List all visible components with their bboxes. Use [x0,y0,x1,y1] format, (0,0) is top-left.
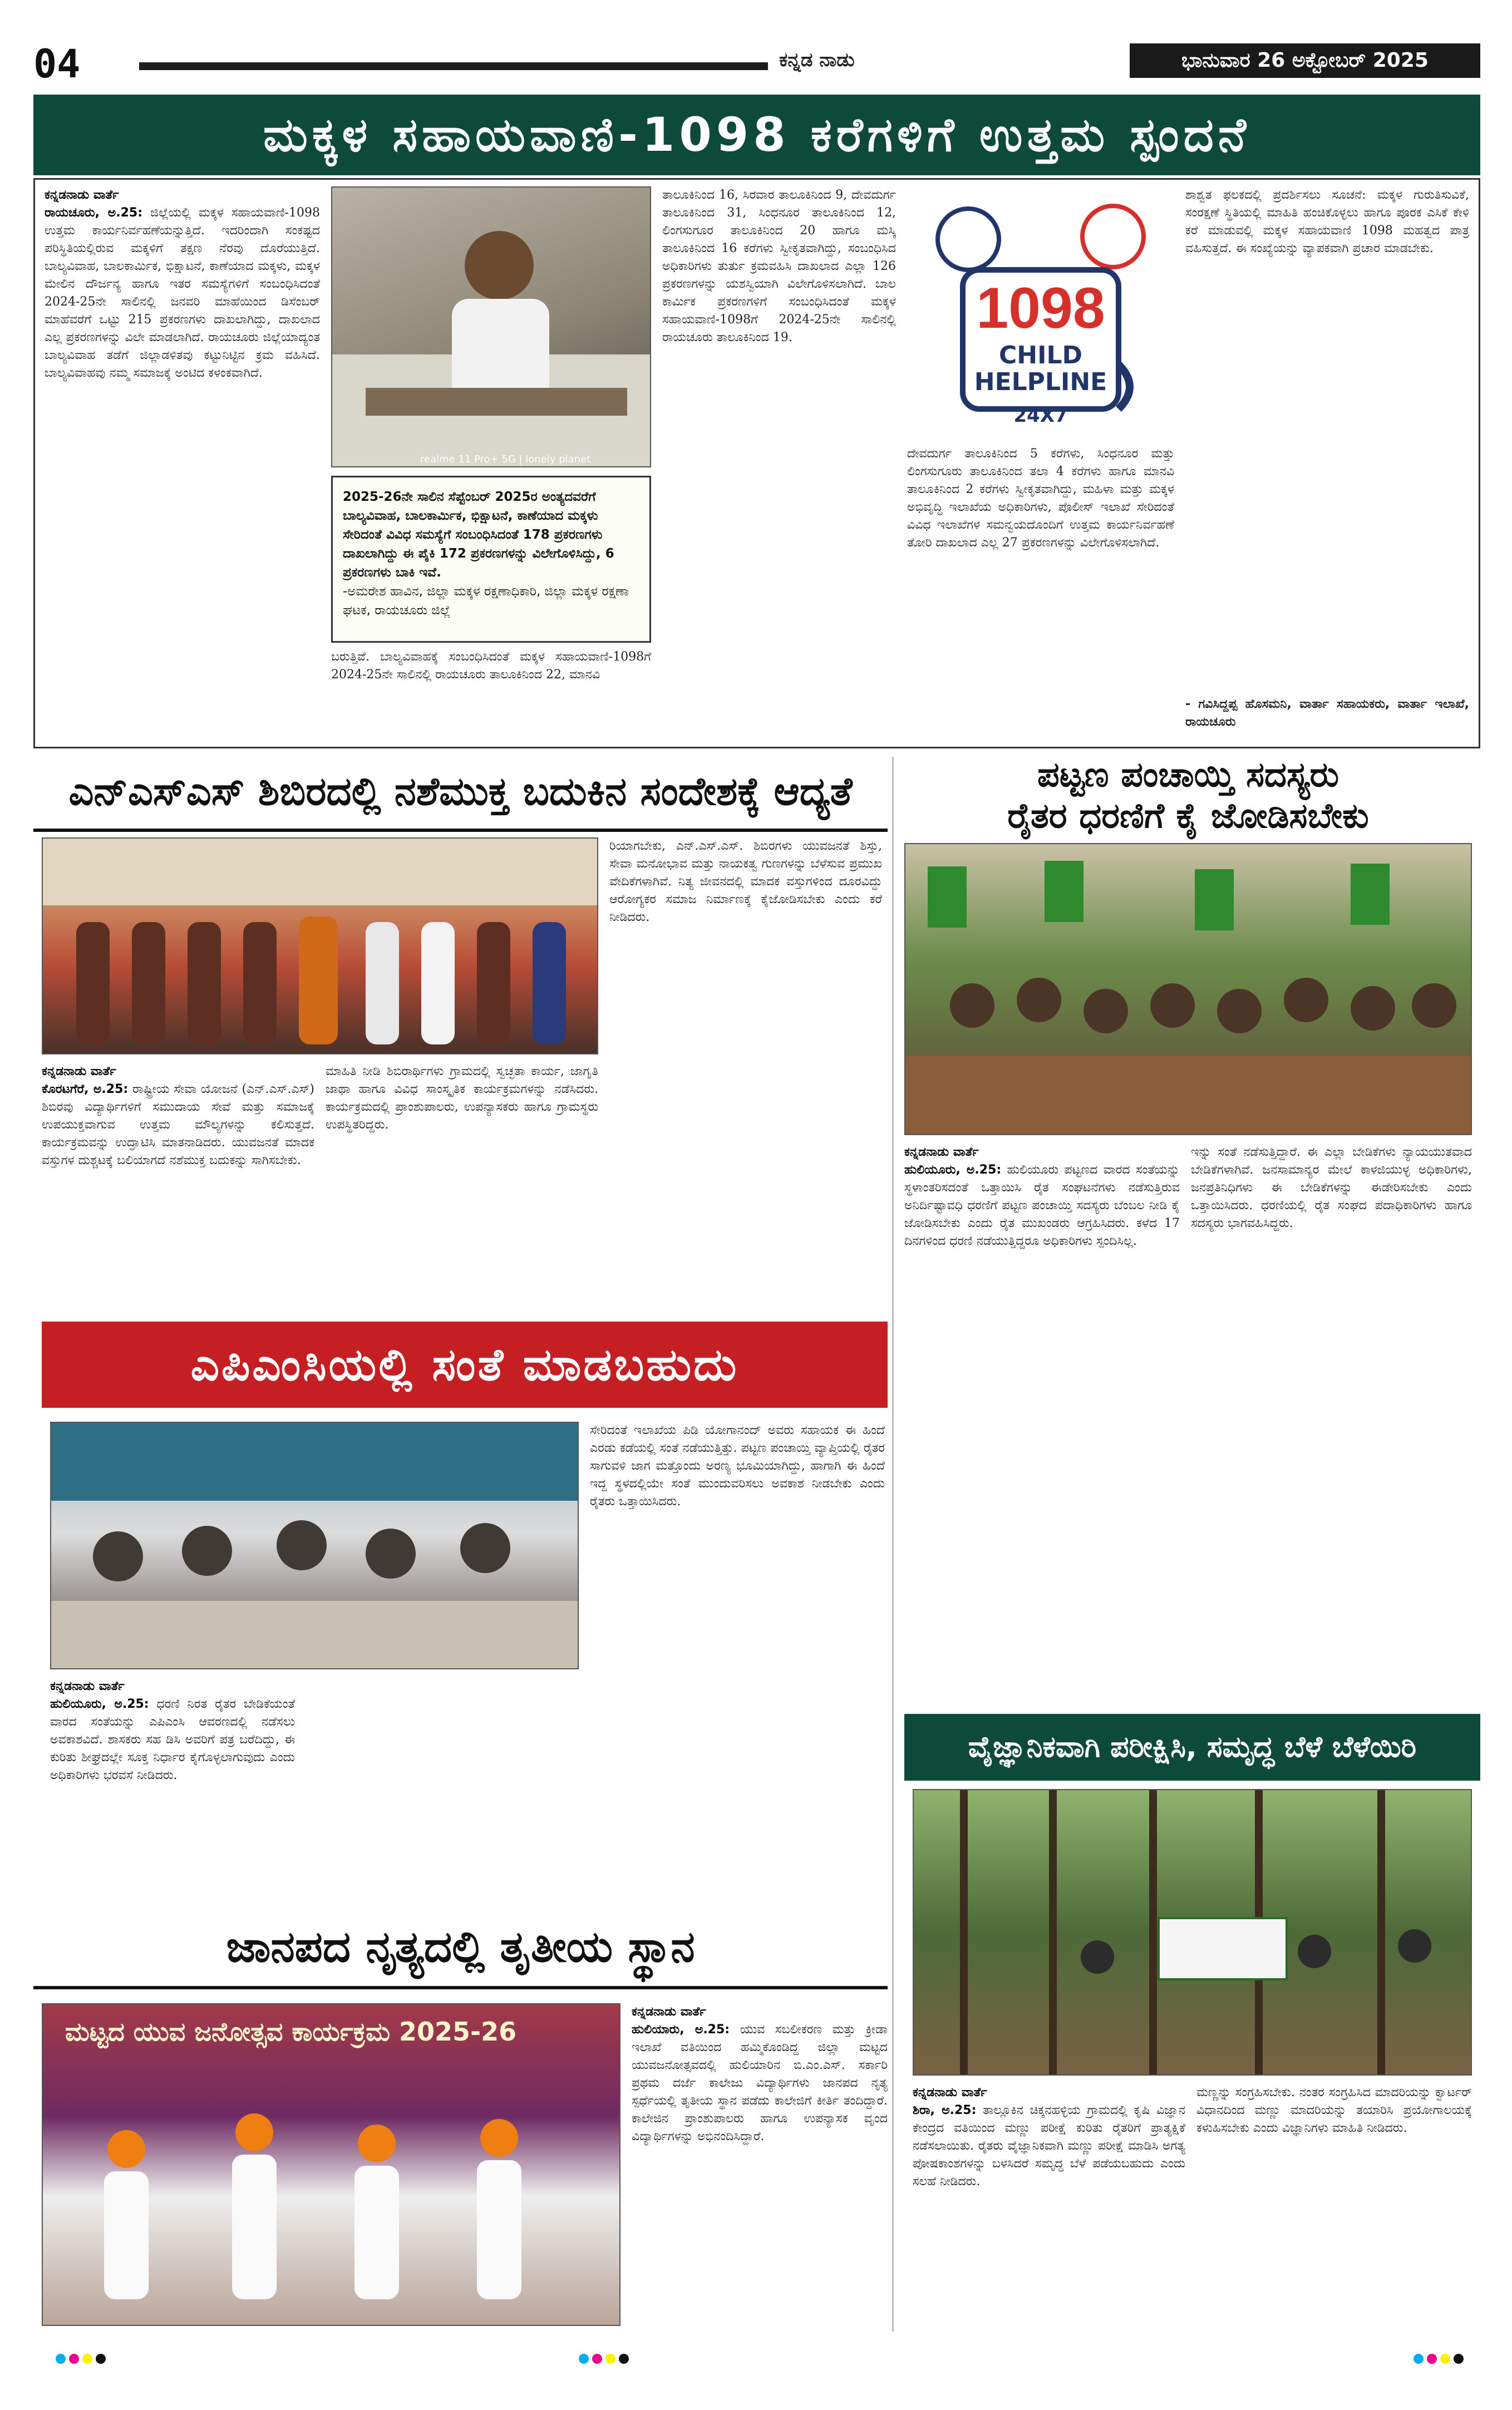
dance-headline: ಜಾನಪದ ನೃತ್ಯದಲ್ಲಿ ತೃತೀಯ ಸ್ಥಾನ [33,1909,888,1989]
panchayat-col-2: ಇನ್ನು ಸಂತೆ ನಡೆಸುತ್ತಿದ್ದಾರೆ. ಈ ಎಲ್ಲಾ ಬೇಡಿಕೆಗಳು ನ್ಯಾಯಯುತವಾದ ಬೇಡಿಕೆಗಳಾಗಿವೆ. ಜನಸಾಮಾನ್ಯರ ಮೇಲೆ ಕಾಳಜಿಯುಳ್ಳ ಅಧಿಕಾರಿಗಳು, ಜನಪ್ರತಿನಿಧಿಗಳು ಈ ಬೇಡಿಕೆಗಳನ್ನು ಈಡೇರಿಸಬೇಕು ಎಂದು ಒತ್ತಾಯಿಸಿದರು. ಧರಣಿಯಲ್ಲಿ ರೈತ ಸಂಘದ ಪದಾಧಿಕಾರಿಗಳು ಹಾಗೂ ಸದಸ್ಯರು ಭಾಗವಹಿಸಿದ್ದರು. [1191,1145,1472,1230]
print-marks-center [579,2354,632,2366]
column-divider [892,757,894,2332]
nss-col-3: ರಿಯಾಗಬೇಕು, ಎನ್.ಎಸ್.ಎಸ್. ಶಿಬಿರಗಳು ಯುವಜನತೆ ಶಿಸ್ತು, ಸೇವಾ ಮನೋಭಾವ ಮತ್ತು ನಾಯಕತ್ವ ಗುಣಗಳನ್ನು ಬೆಳೆಸುವ ಪ್ರಮುಖ ವೇದಿಕೆಗಳಾಗಿವೆ. ನಿತ್ಯ ಜೀವನದಲ್ಲಿ ಮಾದಕ ವಸ್ತುಗಳಿಂದ ದೂರವಿದ್ದು ಆರೋಗ್ಯಕರ ಸಮಾಜ ನಿರ್ಮಾಣಕ್ಕೆ ಕೈಜೋಡಿಸಬೇಕು ಎಂದು ಕರೆ ನೀಡಿದರು. [609,839,882,924]
magenta-dot [1427,2354,1437,2364]
cyan-dot [56,2354,66,2364]
dance-photo-banner: ಮಟ್ಟದ ಯುವ ಜನೋತ್ಸವ ಕಾರ್ಯಕ್ರಮ 2025-26 [65,2017,517,2047]
yellow-dot [1440,2354,1450,2364]
panchayat-col-1 [904,1144,1180,1700]
black-dot [96,2354,106,2364]
info-box [331,476,651,643]
lead-headline: ಮಕ್ಕಳ ಸಹಾಯವಾಣಿ-1098 ಕರೆಗಳಿಗೆ ಉತ್ತಮ ಸ್ಪಂದನೆ [33,95,1480,175]
cyan-dot [579,2354,589,2364]
page-number: 04 [33,41,81,87]
print-marks-left [56,2354,109,2366]
lead-col-3: ದೇವದುರ್ಗ ತಾಲೂಕಿನಿಂದ 5 ಕರೆಗಳು, ಸಿಂಧನೂರ ಮತ್ತು ಲಿಂಗಸುಗೂರು ತಾಲೂಕಿನಿಂದ ತಲಾ 4 ಕರೆಗಳು ಹಾಗೂ ಮಾನವಿ ತಾಲೂಕಿನಿಂದ 2 ಕರೆಗಳು ಸ್ವೀಕೃತವಾಗಿದ್ದು, ಮಹಿಳಾ ಮತ್ತು ಮಕ್ಕಳ ಅಭಿವೃದ್ಧಿ ಇಲಾಖೆಯ ಅಧಿಕಾರಿಗಳು, ಪೊಲೀಸ್ ಇಲಾಖೆ ಸೇರಿದಂತೆ ವಿವಿಧ ಇಲಾಖೆಗಳ ಸಮನ್ವಯದೊಂದಿಗೆ ಉತ್ತಮ ಕಾರ್ಯನಿರ್ವಹಣೆ ತೋರಿ ದಾಖಲಾದ ಎಲ್ಲ 27 ಪ್ರಕರಣಗಳನ್ನು ವಿಲೇಗೊಳಿಸಲಾಗಿದೆ. [907,447,1174,550]
nss-headline: ಎನ್‌ಎಸ್‌ಎಸ್ ಶಿಬಿರದಲ್ಲಿ ನಶೆಮುಕ್ತ ಬದುಕಿನ ಸಂದೇಶಕ್ಕೆ ಆದ್ಯತೆ [33,754,888,832]
dance-dateline: ಹುಲಿಯಾರು, ಅ.25: [632,2023,730,2037]
farm-byline: ಕನ್ನಡನಾಡು ವಾರ್ತೆ [913,2086,987,2099]
lead-byline: ಕನ್ನಡನಾಡು ವಾರ್ತೆ [45,188,119,202]
apmc-meeting-illustration [51,1423,579,1669]
masthead: ಕನ್ನಡ ನಾಡು [779,49,855,71]
panchayat-byline: ಕನ್ನಡನಾಡು ವಾರ್ತೆ [904,1145,979,1159]
dance-photo [42,2003,620,2326]
nss-photo [42,837,598,1054]
panchayat-headline [896,754,1480,837]
helpline-24x7: 24X7 [1013,405,1068,427]
panchayat-dateline: ಹುಲಿಯೂರು, ಅ.25: [904,1163,1002,1177]
page-header [33,39,1480,89]
yellow-dot [605,2354,615,2364]
helpline-line1: CHILD [998,341,1083,369]
lead-signature: - ಗವಿಸಿದ್ದಪ್ಪ ಹೊಸಮನಿ, ವಾರ್ತಾ ಸಹಾಯಕರು, ವಾರ್ತಾ ಇಲಾಖೆ, ರಾಯಚೂರು [1185,697,1469,729]
farm-col-2: ಮಣ್ಣನ್ನು ಸಂಗ್ರಹಿಸಬೇಕು. ನಂತರ ಸಂಗ್ರಹಿಸಿದ ಮಾದರಿಯನ್ನು ಕ್ವಾರ್ಟರ್ ವಿಧಾನದಿಂದ ಮಣ್ಣು ಮಾದರಿಯನ್ನು ತಯಾರಿಸಿ ಪ್ರಯೋಗಾಲಯಕ್ಕೆ ಕಳುಹಿಸಬೇಕು ಎಂದು ವಿಜ್ಞಾನಿಗಳು ಮಾಹಿತಿ ನೀಡಿದರು. [1196,2086,1472,2135]
lead-col-1 [45,186,320,737]
farm-headline: ವೈಜ್ಞಾನಿಕವಾಗಿ ಪರೀಕ್ಷಿಸಿ, ಸಮೃದ್ಧ ಬೆಳೆ ಬೆಳೆಯಿರಿ [904,1714,1480,1781]
nss-group-illustration [43,839,598,1054]
info-box-attribution: -ಅಮರೇಶ ಹಾವಿನ, ಜಿಲ್ಲಾ ಮಕ್ಕಳ ರಕ್ಷಣಾಧಿಕಾರಿ, ಜಿಲ್ಲಾ ಮಕ್ಕಳ ರಕ್ಷಣಾ ಘಟಕ, ರಾಯಚೂರು ಜಿಲ್ಲೆ [343,584,629,618]
info-box-text: 2025-26ನೇ ಸಾಲಿನ ಸೆಪ್ಟೆಂಬರ್ 2025ರ ಅಂತ್ಯದವರೆಗೆ ಬಾಲ್ಯವಿವಾಹ, ಬಾಲಕಾರ್ಮಿಕ, ಭಿಕ್ಷಾಟನೆ, ಕಾಣೆಯಾದ ಮಕ್ಕಳು ಸೇರಿದಂತೆ ವಿವಿಧ ಸಮಸ್ಯೆಗೆ ಸಂಬಂಧಿಸಿದಂತೆ 178 ಪ್ರಕರಣಗಳು ದಾಖಲಾಗಿದ್ದು ಈ ಪೈಕಿ 172 ಪ್ರಕರಣಗಳನ್ನು ವಿಲೇಗೊಳಿಸಿದ್ದು, 6 ಪ್ರಕರಣಗಳು ಬಾಕಿ ಇವೆ. [343,490,614,580]
lead-col-2: ತಾಲೂಕಿನಿಂದ 16, ಸಿರವಾರ ತಾಲೂಕಿನಿಂದ 9, ದೇವದುರ್ಗ ತಾಲೂಕಿನಿಂದ 31, ಸಿಂಧನೂರ ತಾಲೂಕಿನಿಂದ 12, ಲಿಂಗಸುಗೂರ ತಾಲೂಕಿನಿಂದ 20 ಹಾಗೂ ಮಸ್ಕಿ ತಾಲೂಕಿನಿಂದ 16 ಕರೆಗಳು ಸ್ವೀಕೃತವಾಗಿದ್ದು, ಸಂಬಂಧಿಸಿದ ಅಧಿಕಾರಿಗಳು ತುರ್ತು ಕ್ರಮವಹಿಸಿ ದಾಖಲಾದ ಎಲ್ಲಾ 126 ಪ್ರಕರಣಗಳನ್ನು ಯಶಸ್ವಿಯಾಗಿ ವಿಲೇಗೊಳಿಸಲಾಗಿದೆ. ಬಾಲ ಕಾರ್ಮಿಕ ಪ್ರಕರಣಗಳಿಗೆ ಸಂಬಂಧಿಸಿದಂತೆ ಮಕ್ಕಳ ಸಹಾಯವಾಣಿ-1098ಗೆ 2024-25ನೇ ಸಾಲಿನಲ್ಲಿ ರಾಯಚೂರು ತಾಲೂಕಿನಿಂದ 19. [662,188,896,344]
black-dot [619,2354,629,2364]
panchayat-headline-line1: ಪಟ್ಟಣ ಪಂಚಾಯ್ತಿ ಸದಸ್ಯರು [1037,754,1339,795]
lead-photo [331,186,651,467]
magenta-dot [592,2354,602,2364]
apmc-body-a: ಧರಣಿ ನಿರತ ರೈತರ ಬೇಡಿಕೆಯಂತೆ ವಾರದ ಸಂತೆಯನ್ನು ಎಪಿಎಂಸಿ ಆವರಣದಲ್ಲಿ ನಡೆಸಲು ಅವಕಾಶವಿದೆ. ಶಾಸಕರು ಸಹ ಡಿಸಿ ಅವರಿಗೆ ಪತ್ರ ಬರೆದಿದ್ದು, ಈ ಕುರಿತು ಶೀಘ್ರದಲ್ಲೇ ಸೂಕ್ತ ನಿರ್ಧಾರ ಕೈಗೊಳ್ಳಲಾಗುವುದು ಎಂದು ಅಧಿಕಾರಿಗಳು ಭರವಸೆ ನೀಡಿದರು. [50,1697,295,1782]
lead-col-4: ಶಾಶ್ವತ ಫಲಕದಲ್ಲಿ ಪ್ರದರ್ಶಿಸಲು ಸೂಚನೆ: ಮಕ್ಕಳ ಗುರುತಿಸುವಿಕೆ, ಸಂರಕ್ಷಣೆ ಸ್ಥಿತಿಯಲ್ಲಿ ಮಾಹಿತಿ ಹಂಚಿಕೊಳ್ಳಲು ಹಾಗೂ ಪೂರಕ ಎಸಿಕೆ ಕೇಳಿ ಕರೆ ಮಾಡುವಲ್ಲಿ ಮಕ್ಕಳ ಸಹಾಯವಾಣಿ 1098 ಮಹತ್ವದ ಪಾತ್ರ ವಹಿಸುತ್ತದೆ. ಈ ಸಂಖ್ಯೆಯನ್ನು ವ್ಯಾಪಕವಾಗಿ ಪ್ರಚಾರ ಮಾಡಬೇಕು. [1185,188,1469,255]
dance-performers-illustration [43,2004,620,2326]
farm-col-1 [913,2084,1185,2326]
magenta-dot [69,2354,79,2364]
apmc-col-1 [50,1678,295,1892]
date-banner: ಭಾನುವಾರ 26 ಅಕ್ಟೋಬರ್ 2025 [1130,43,1480,78]
lead-dateline: ರಾಯಚೂರು, ಅ.25: [45,206,143,220]
nss-body-a: ರಾಷ್ಟ್ರೀಯ ಸೇವಾ ಯೋಜನೆ (ಎನ್.ಎಸ್.ಎಸ್) ಶಿಬಿರವು ವಿದ್ಯಾರ್ಥಿಗಳಿಗೆ ಸಮುದಾಯ ಸೇವೆ ಮತ್ತು ಸಮಾಜಕ್ಕೆ ಉಪಯುಕ್ತವಾಗುವ ಉತ್ತಮ ಮೌಲ್ಯಗಳನ್ನು ಕಲಿಸುತ್ತದೆ. ಕಾರ್ಯಕ್ರಮವನ್ನು ಉದ್ಘಾಟಿಸಿ ಮಾತನಾಡಿದರು. ಯುವಜನತೆ ಮಾದಕ ವಸ್ತುಗಳ ದುಶ್ಚಟಕ್ಕೆ ಬಲಿಯಾಗದೆ ನಶೆಮುಕ್ತ ಬದುಕನ್ನು ಸಾಗಿಸಬೇಕು. [42,1082,314,1167]
dance-byline: ಕನ್ನಡನಾಡು ವಾರ್ತೆ [632,2005,706,2019]
helpline-line2: HELPLINE [974,368,1107,396]
header-rule [139,62,768,70]
nss-dateline: ಕೊರಟಗೆರೆ, ಅ.25: [42,1082,129,1096]
black-dot [1454,2354,1464,2364]
lead-body-1: ಜಿಲ್ಲೆಯಲ್ಲಿ ಮಕ್ಕಳ ಸಹಾಯವಾಣಿ-1098 ಉತ್ತಮ ಕಾರ್ಯನಿರ್ವಹಣೆಯನ್ನುತ್ತಿದೆ. ಇದರಿಂದಾಗಿ ಸಂಕಷ್ಟದ ಪರಿಸ್ಥಿತಿಯಲ್ಲಿರುವ ಮಕ್ಕಳಿಗೆ ತಕ್ಷಣ ನೆರವು ದೊರೆಯುತ್ತಿದೆ. ಬಾಲ್ಯವಿವಾಹ, ಬಾಲಕಾರ್ಮಿಕ, ಭಿಕ್ಷಾಟನೆ, ಕಾಣೆಯಾದ ಮಕ್ಕಳು, ಮಕ್ಕಳ ಮೇಲಿನ ದೌರ್ಜನ್ಯ ಹಾಗೂ ಇತರ ಸಮಸ್ಯೆಗಳಿಗೆ ಸಂಬಂಧಿಸಿದಂತೆ 2024-25ನೇ ಸಾಲಿನಲ್ಲಿ ಜನವರಿ ಮಾಹೆಯಿಂದ ಡಿಸೆಂಬರ್ ಮಾಹೆವರೆಗೆ ಒಟ್ಟು 215 ಪ್ರಕರಣಗಳು ದಾಖಲಾಗಿದ್ದು, ದಾಖಲಾದ ಎಲ್ಲ ಪ್ರಕರಣಗಳನ್ನು ವಿಲೇ ಮಾಡಲಾಗಿದೆ. ರಾಯಚೂರು ಜಿಲ್ಲೆಯಾದ್ಯಂತ ಬಾಲ್ಯವಿವಾಹ ತಡೆಗೆ ಜಿಲ್ಲಾಡಳಿತವು ಕಟ್ಟುನಿಟ್ಟಿನ ಕ್ರಮ ವಹಿಸಿದೆ. ಬಾಲ್ಯವಿವಾಹವು ನಮ್ಮ ಸಮಾಜಕ್ಕೆ ಅಂಟಿದ ಕಳಂಕವಾಗಿದೆ. [45,206,320,380]
child-helpline-logo [907,186,1174,431]
cyan-dot [1414,2354,1424,2364]
apmc-byline: ಕನ್ನಡನಾಡು ವಾರ್ತೆ [50,1679,125,1693]
nss-col-2: ಮಾಹಿತಿ ನೀಡಿ ಶಿಬಿರಾರ್ಥಿಗಳು ಗ್ರಾಮದಲ್ಲಿ ಸ್ವಚ್ಛತಾ ಕಾರ್ಯ, ಜಾಗೃತಿ ಜಾಥಾ ಹಾಗೂ ವಿವಿಧ ಸಾಂಸ್ಕೃತಿಕ ಕಾರ್ಯಕ್ರಮಗಳನ್ನು ನಡೆಸಿದರು. ಕಾರ್ಯಕ್ರಮದಲ್ಲಿ ಪ್ರಾಂಶುಪಾಲರು, ಉಪನ್ಯಾಸಕರು ಹಾಗೂ ಗ್ರಾಮಸ್ಥರು ಉಪಸ್ಥಿತರಿದ್ದರು. [326,1064,598,1132]
apmc-col-2: ಸೇರಿದಂತೆ ಇಲಾಖೆಯ ಪಿಡಿ ಯೋಗಾನಂದ್ ಅವರು ಸಹಾಯಕ ಈ ಹಿಂದೆ ಎರಡು ಕಡೆಯಲ್ಲಿ ಸಂತೆ ನಡೆಯುತ್ತಿತ್ತು. ಪಟ್ಟಣ ಪಂಚಾಯ್ತಿ ವ್ಯಾಪ್ತಿಯಲ್ಲಿ ರೈತರ ಸಾಗುವಳಿ ಜಾಗ ಮತ್ತೊಂದು ಅರಣ್ಯ ಭೂಮಿಯಾಗಿದ್ದು, ಹಾಗಾಗಿ ಈ ಹಿಂದೆ ಇದ್ದ ಸ್ಥಳದಲ್ಲಿಯೇ ಸಂತೆ ಮುಂದುವರಿಸಲು ಅವಕಾಶ ನೀಡಬೇಕು ಎಂದು ರೈತರು ಒತ್ತಾಯಿಸಿದರು. [590,1423,885,1509]
helpline-number: 1098 [976,276,1105,341]
yellow-dot [82,2354,92,2364]
apmc-dateline: ಹುಲಿಯೂರು, ಅ.25: [50,1697,149,1711]
dance-body: ಯುವ ಸಬಲೀಕರಣ ಮತ್ತು ಕ್ರೀಡಾ ಇಲಾಖೆ ವತಿಯಿಂದ ಹಮ್ಮಿಕೊಂಡಿದ್ದ ಜಿಲ್ಲಾ ಮಟ್ಟದ ಯುವಜನೋತ್ಸವದಲ್ಲಿ ಹುಲಿಯಾರಿನ ಬಿ.ಎಂ.ಎಸ್. ಸರ್ಕಾರಿ ಪ್ರಥಮ ದರ್ಜೆ ಕಾಲೇಜು ವಿದ್ಯಾರ್ಥಿಗಳು ಜಾನಪದ ನೃತ್ಯ ಸ್ಪರ್ಧೆಯಲ್ಲಿ ತೃತೀಯ ಸ್ಥಾನ ಪಡೆದು ಕಾಲೇಜಿಗೆ ಕೀರ್ತಿ ತಂದಿದ್ದಾರೆ. ಕಾಲೇಜಿನ ಪ್ರಾಂಶುಪಾಲರು ಹಾಗೂ ಉಪನ್ಯಾಸಕ ವೃಂದ ವಿದ್ಯಾರ್ಥಿಗಳನ್ನು ಅಭಿನಂದಿಸಿದ್ದಾರೆ. [632,2023,888,2143]
panchayat-body-a: ಹುಲಿಯೂರು ಪಟ್ಟಣದ ವಾರದ ಸಂತೆಯನ್ನು ಸ್ಥಳಾಂತರಿಸದಂತೆ ಒತ್ತಾಯಿಸಿ ರೈತ ಸಂಘಟನೆಗಳು ನಡೆಸುತ್ತಿರುವ ಅನಿರ್ದಿಷ್ಟಾವಧಿ ಧರಣಿಗೆ ಪಟ್ಟಣ ಪಂಚಾಯ್ತಿ ಸದಸ್ಯರು ಬೆಂಬಲ ನೀಡಿ ಕೈ ಜೋಡಿಸಬೇಕು ಎಂದು ರೈತ ಮುಖಂಡರು ಆಗ್ರಹಿಸಿದರು. ಕಳೆದ 17 ದಿನಗಳಿಂದ ಧರಣಿ ನಡೆಯುತ್ತಿದ್ದರೂ ಅಧಿಕಾರಿಗಳು ಸ್ಪಂದಿಸಿಲ್ಲ. [904,1163,1180,1248]
lead-body-bottom: ಬರುತ್ತಿವೆ. ಬಾಲ್ಯವಿವಾಹಕ್ಕೆ ಸಂಬಂಧಿಸಿದಂತೆ ಮಕ್ಕಳ ಸಹಾಯವಾಣಿ-1098ಗೆ 2024-25ನೇ ಸಾಲಿನಲ್ಲಿ ರಾಯಚೂರು ತಾಲೂಕಿನಿಂದ 22, ಮಾನವಿ [331,650,651,682]
farm-body-a: ತಾಲ್ಲೂಕಿನ ಚಿಕ್ಕನಹಳ್ಳಿಯ ಗ್ರಾಮದಲ್ಲಿ ಕೃಷಿ ವಿಜ್ಞಾನ ಕೇಂದ್ರದ ವತಿಯಿಂದ ಮಣ್ಣು ಪರೀಕ್ಷೆ ಕುರಿತು ರೈತರಿಗೆ ಪ್ರಾತ್ಯಕ್ಷಿಕೆ ನಡೆಸಲಾಯಿತು. ರೈತರು ವೈಜ್ಞಾನಿಕವಾಗಿ ಮಣ್ಣು ಪರೀಕ್ಷೆ ಮಾಡಿಸಿ ಅಗತ್ಯ ಪೋಷಕಾಂಶಗಳನ್ನು ಬಳಸಿದರೆ ಸಮೃದ್ಧ ಬೆಳೆ ಪಡೆಯಬಹುದು ಎಂದು ಸಲಹೆ ನೀಡಿದರು. [913,2103,1185,2189]
farm-field-illustration [914,1790,1472,2076]
officer-photo-illustration [332,188,651,467]
farm-dateline: ಶಿರಾ, ಅ.25: [913,2103,977,2117]
panchayat-photo [904,843,1472,1135]
apmc-headline: ಎಪಿಎಂಸಿಯಲ್ಲಿ ಸಂತೆ ಮಾಡಬಹುದು [42,1322,888,1408]
nss-col-1 [42,1063,314,1308]
panchayat-headline-line2: ರೈತರ ಧರಣಿಗೆ ಕೈ ಜೋಡಿಸಬೇಕು [1007,795,1369,836]
dance-col [632,2003,888,2326]
apmc-photo [50,1422,579,1669]
nss-byline: ಕನ್ನಡನಾಡು ವಾರ್ತೆ [42,1064,116,1078]
photo-watermark: realme 11 Pro+ 5G | lonely planet [420,454,591,465]
print-marks-right [1414,2354,1467,2366]
farm-photo [913,1789,1472,2076]
farmers-protest-illustration [905,844,1472,1135]
